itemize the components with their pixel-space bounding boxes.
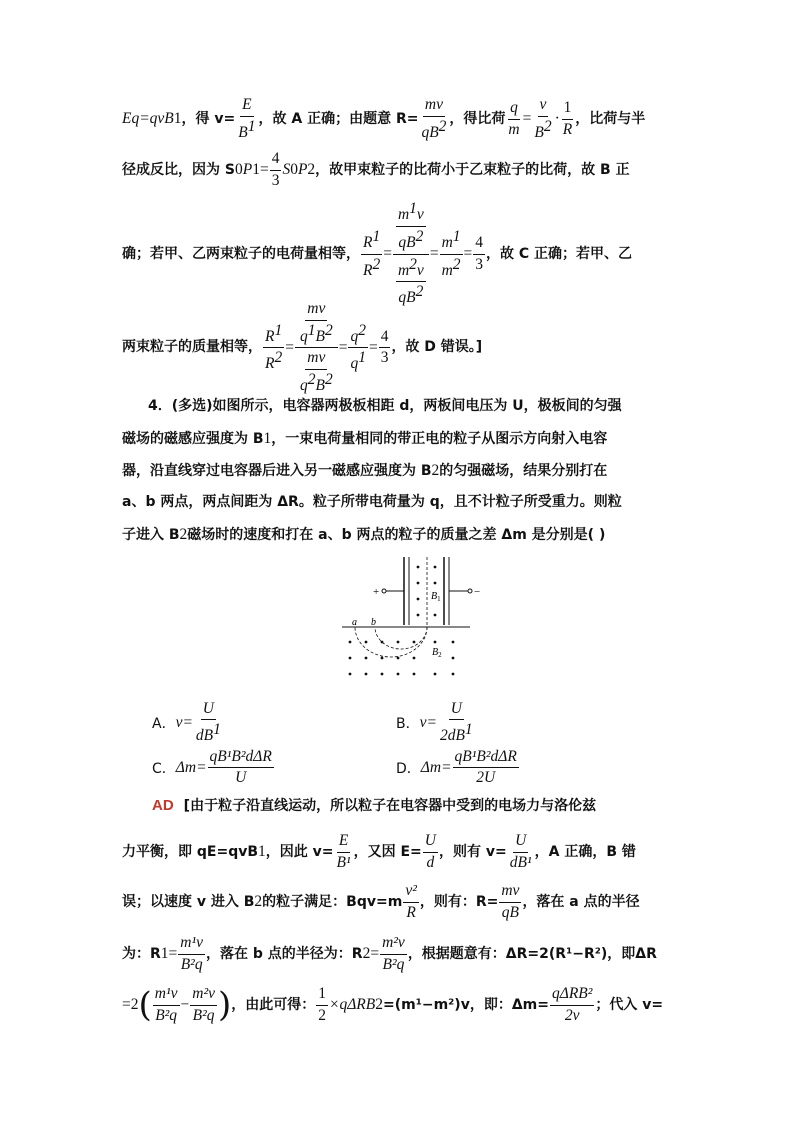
question4-line1: 4．(多选)如图所示，电容器两极板相距 d，两板间电压为 U，极板间的匀强: [148, 398, 622, 414]
question4-line3: 器，沿直线穿过电容器后进入另一磁感应强度为 B 2 的匀强磁场，结果分别打在: [122, 462, 608, 479]
answer-label: AD: [152, 797, 174, 814]
compound-fraction: $\frac{\frac{mv}{q^1B^2}}{\frac{mv}{q^2B^2}}$: [295, 300, 338, 396]
option-a[interactable]: A． v= $\frac{U}{dB^1}$: [152, 700, 221, 745]
compound-fraction: $\frac{\frac{m^1v}{qB^2}}{\frac{m^2v}{qB^2}}$: [393, 200, 429, 308]
right-terminal: [468, 589, 472, 593]
question4-line5: 子进入 B 2 磁场时的速度和打在 a、b 两点的粒子的质量之差 Δm 是分别是( ): [122, 526, 606, 543]
fraction: $\frac{m^1}{m^2}$: [441, 227, 461, 279]
fraction: $\frac{E}{B^1}$: [238, 96, 256, 141]
solution4-line3: 误；以速度 v 进入 B 2 的粒子满足：Bqv=m $\frac{\text{v²}}{R}$ ，则有：R= $\frac{mv}{qB}$ ，落在 a 点的半径: [122, 882, 640, 921]
fraction: $\frac{1}{R}$: [562, 99, 573, 138]
fraction: $\frac{R^1}{R^2}$: [265, 321, 283, 373]
option-c[interactable]: C． Δm= $\frac{\text{qB¹B²dΔR}}{U}$: [152, 748, 272, 786]
b2-label: $B_2$: [432, 647, 442, 659]
solution4-line4: 为：R 1 = $\frac{\text{m¹v}}{\text{B²q}}$ ，落在 b 点的半径为：R 2 = $\frac{\text{m²v}}{\text{B²q}}$ ，根据题意有：ΔR=2(R¹−R²)，即ΔR: [122, 934, 657, 973]
left-paren: (: [138, 985, 152, 1026]
fraction: $\frac{v}{B^2}$: [534, 96, 552, 141]
b1-label: $B_1$: [431, 591, 441, 603]
capacitor-magnetic-field-figure: [340, 555, 480, 685]
solution4-line1: AD [由于粒子沿直线运动，所以粒子在电容器中受到的电场力与洛伦兹: [152, 797, 597, 814]
point-a-label: a: [352, 617, 357, 628]
fraction: $\frac{q^2}{q^1}$: [350, 321, 366, 373]
fraction: $\frac{4}{3}$: [380, 327, 389, 367]
minus-sign: −: [474, 586, 480, 598]
solution3-line2: 径成反比，因为 S 0 P 1 = $\frac{4}{3}$ S 0 P 2 ，故甲束粒子的比荷小于乙束粒子的比荷，故 B 正: [122, 150, 630, 189]
fraction: $\frac{q}{m}$: [508, 99, 520, 138]
fraction: $\frac{4}{3}$: [271, 150, 280, 189]
options-row-ab: [152, 700, 652, 745]
question4-line4: a、b 两点，两点间距为 ΔR。粒子所带电荷量为 q，且不计粒子所受重力。则粒: [122, 494, 622, 510]
left-terminal: [382, 589, 386, 593]
solution3-line4: 两束粒子的质量相等， $\frac{R^1}{R^2}$ = $\frac{\frac{mv}{q^1B^2}}{\frac{mv}{q^2B^2}}$ = $\frac{q^2}{q^1}$ = $\frac{4}{3}$ ，故 D 错误。]: [122, 300, 483, 395]
solution4-line2: 力平衡，即 qE=qvB 1 ，因此 v= $\frac{E}{\text{B¹}}$ ，又因 E= $\frac{U}{d}$ ，则有 v= $\frac{U}{\text{dB¹}}$ ，A 正确，B 错: [122, 832, 636, 871]
point-b-label: b: [371, 617, 376, 628]
plus-sign: +: [373, 586, 380, 598]
solution3-line3: 确；若甲、乙两束粒子的电荷量相等， $\frac{R^1}{R^2}$ = $\frac{\frac{m^1v}{qB^2}}{\frac{m^2v}{qB^2}}$ = $\frac{m^1}{m^2}$ = $\frac{4}{3}$ ，故 C 正确；若甲、乙: [122, 200, 633, 307]
option-d[interactable]: D． Δm= $\frac{\text{qB¹B²dΔR}}{2U}$: [396, 748, 517, 786]
fraction: $\frac{mv}{qB^2}$: [421, 96, 447, 141]
fraction: $\frac{4}{3}$: [475, 233, 484, 273]
question4-line2: 磁场的磁感应强度为 B 1 ，一束电荷量相同的带正电的粒子从图示方向射入电容: [122, 430, 608, 447]
solution3-line1: Eq=qvB 1 ，得 v= $\frac{E}{B^1}$ ，故 A 正确；由题意 R= $\frac{mv}{qB^2}$ ，得比荷 $\frac{q}{m}$ = $\frac{v}{B^2}$ · $\frac{1}{R}$ ，比荷与半: [122, 96, 646, 141]
fraction: $\frac{R^1}{R^2}$: [363, 227, 381, 279]
solution4-line5: =2 ( $\frac{\text{m¹v}}{\text{B²q}}$ − $\frac{\text{m²v}}{\text{B²q}}$ ) ，由此可得： $\frac{1}{2}$ ×qΔRB 2 =(m¹−m²)v，即：Δm= $\frac{\text{qΔRB²}}{2v}$ ；代入 v=: [122, 985, 664, 1026]
options-row-cd: [152, 748, 652, 787]
right-paren: ): [217, 985, 232, 1026]
option-b[interactable]: B． v= $\frac{U}{2dB^1}$: [396, 700, 473, 745]
